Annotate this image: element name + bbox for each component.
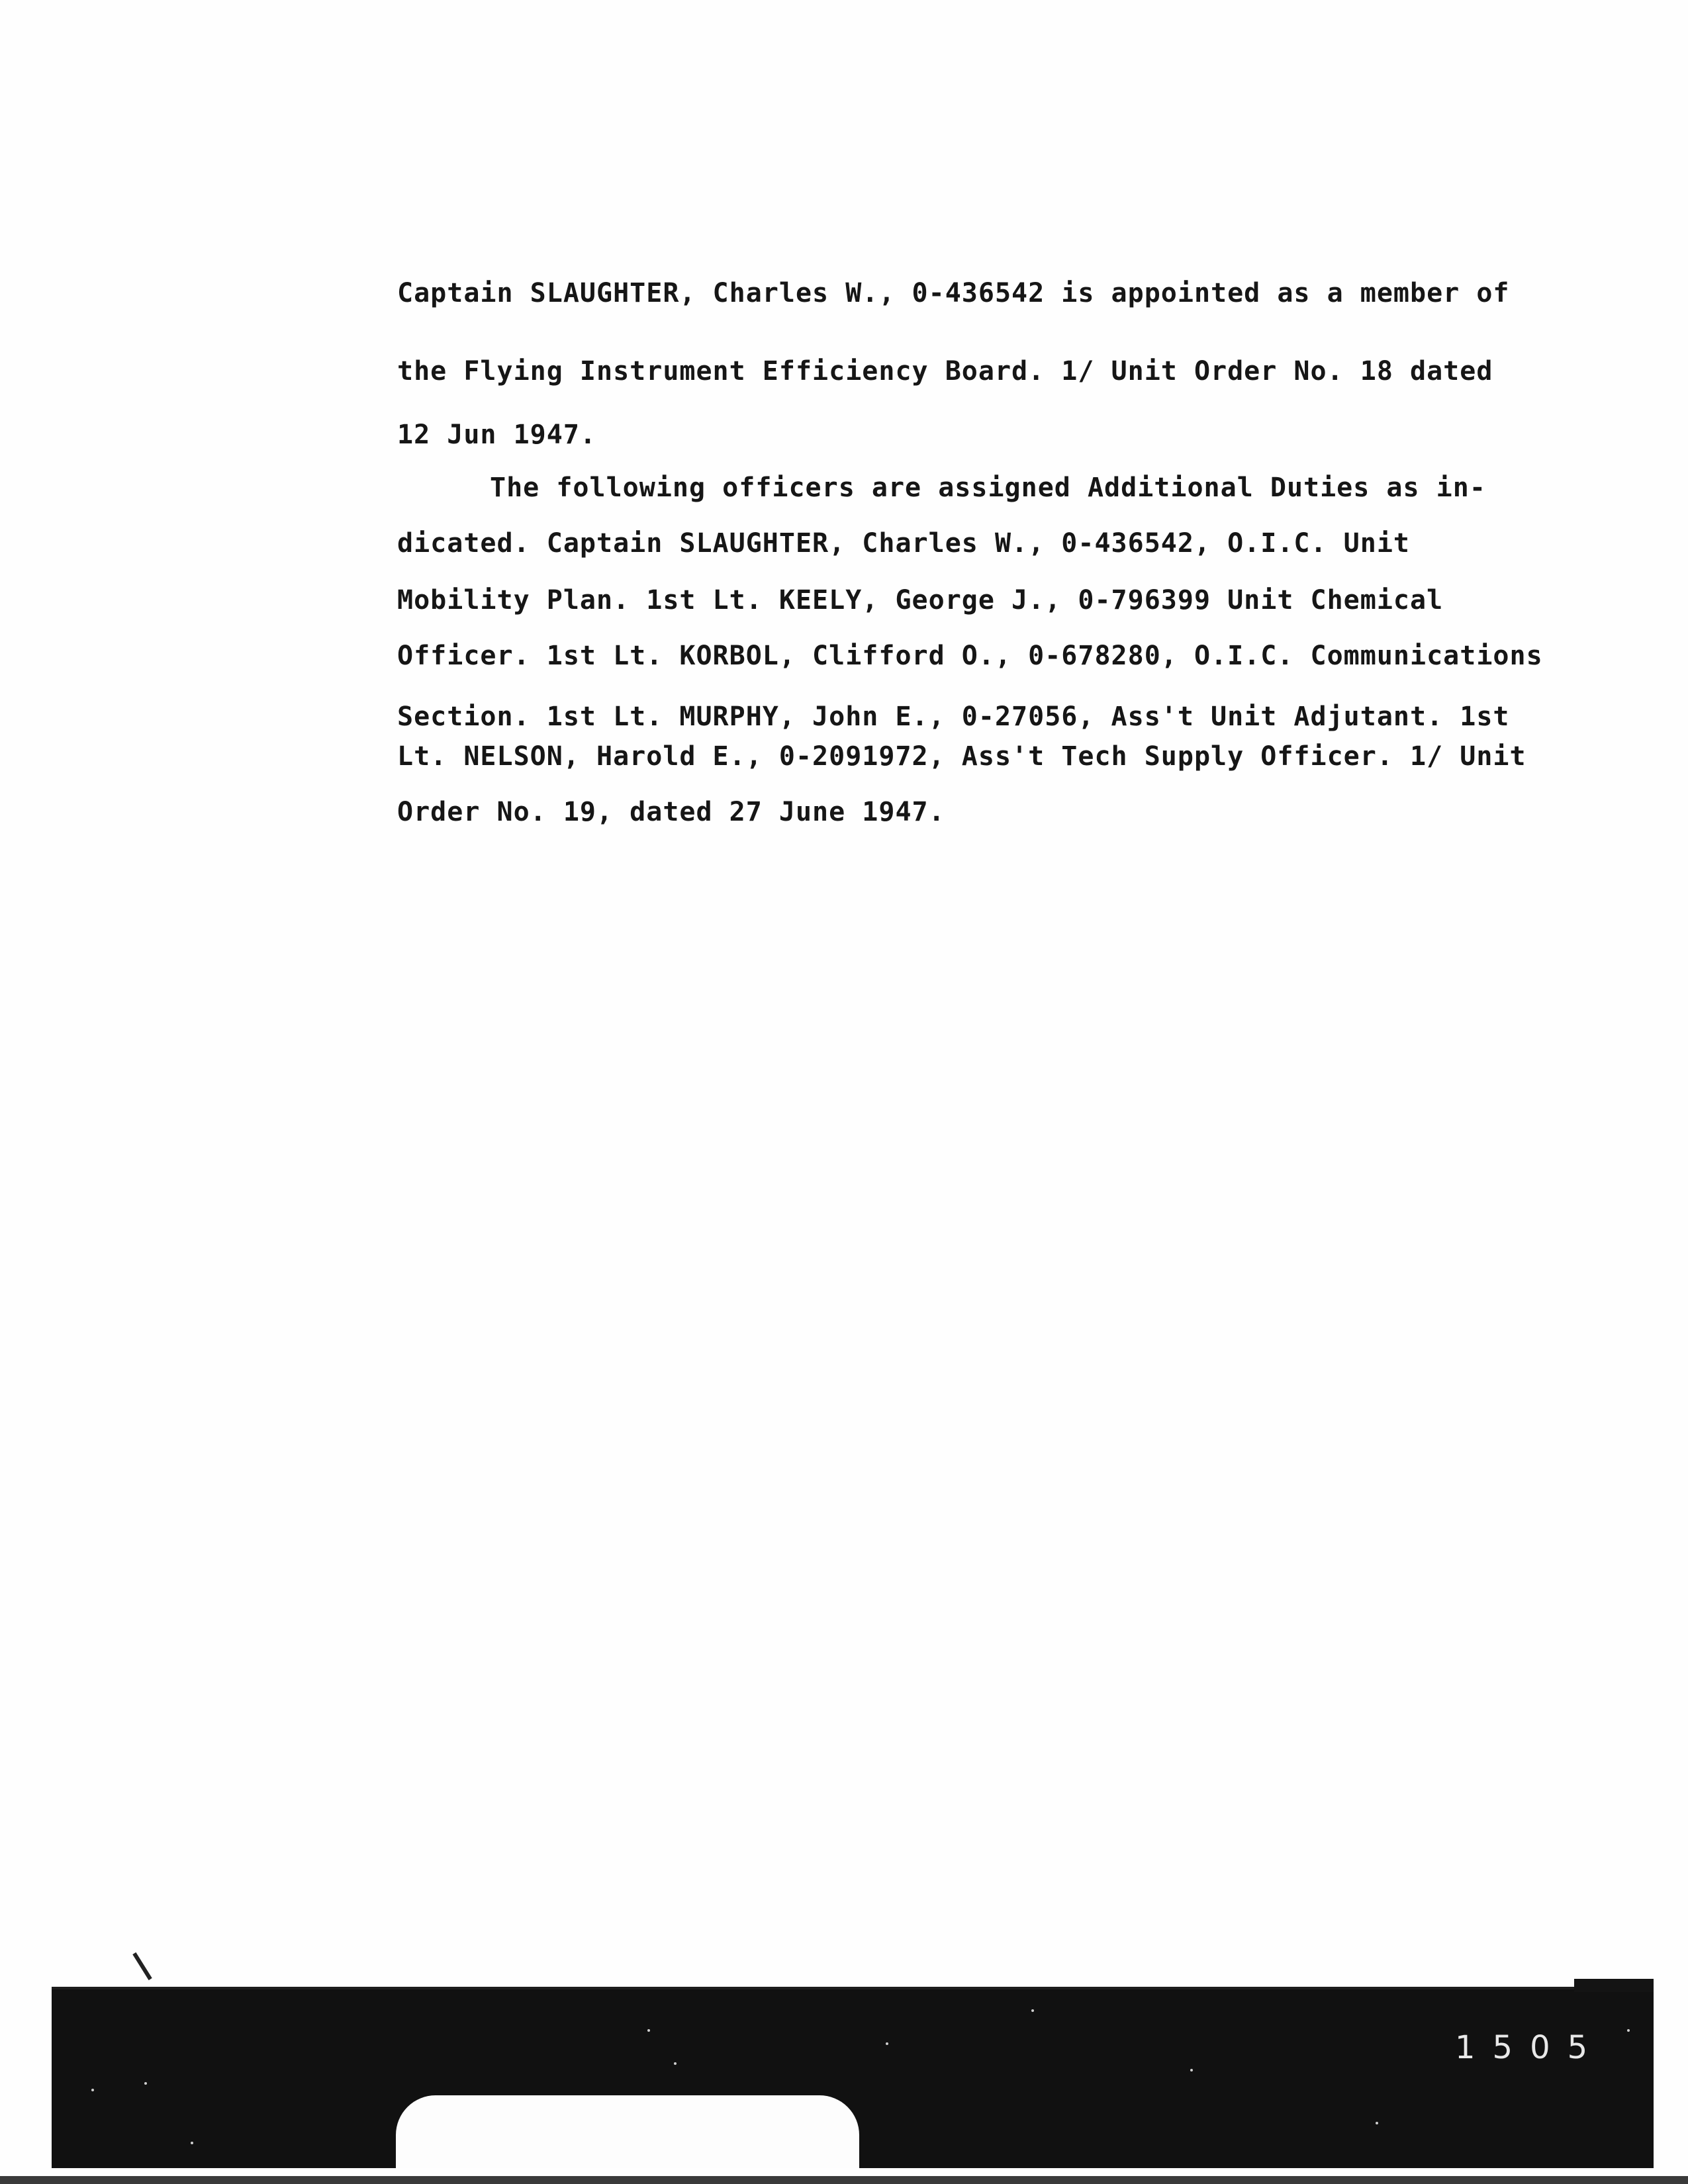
text-line: Section. 1st Lt. MURPHY, John E., 0-27056, Ass't Unit Adjutant. 1st — [397, 702, 1510, 732]
text-line: Captain SLAUGHTER, Charles W., 0-436542 is appointed as a member of — [397, 278, 1510, 308]
film-edge-lip — [1574, 1979, 1654, 1992]
film-speck — [1190, 2069, 1193, 2071]
scan-bottom-edge — [0, 2176, 1688, 2184]
text-line: Officer. 1st Lt. KORBOL, Clifford O., 0-678280, O.I.C. Communications — [397, 641, 1543, 671]
film-notch — [396, 2095, 859, 2168]
film-speck — [1627, 2029, 1630, 2032]
text-line: dicated. Captain SLAUGHTER, Charles W., 0-436542, O.I.C. Unit — [397, 528, 1411, 559]
scan-mark — [132, 1952, 152, 1980]
film-speck — [191, 2142, 193, 2144]
film-speck — [886, 2042, 888, 2045]
text-line: the Flying Instrument Efficiency Board. 1/ Unit Order No. 18 dated — [397, 356, 1493, 387]
film-speck — [144, 2082, 147, 2085]
film-speck — [647, 2029, 650, 2032]
film-speck — [1031, 2009, 1034, 2012]
text-line: Order No. 19, dated 27 June 1947. — [397, 797, 945, 827]
frame-number: 1505 — [1455, 2029, 1605, 2066]
text-line: The following officers are assigned Additional Duties as in- — [490, 473, 1486, 503]
microfilm-strip — [52, 1987, 1654, 2168]
film-speck — [674, 2062, 677, 2065]
film-speck — [91, 2089, 94, 2091]
text-line: Mobility Plan. 1st Lt. KEELY, George J., 0-796399 Unit Chemical — [397, 585, 1444, 615]
text-line: 12 Jun 1947. — [397, 420, 596, 450]
text-line: Lt. NELSON, Harold E., 0-2091972, Ass't Tech Supply Officer. 1/ Unit — [397, 741, 1526, 772]
film-speck — [1376, 2122, 1378, 2124]
